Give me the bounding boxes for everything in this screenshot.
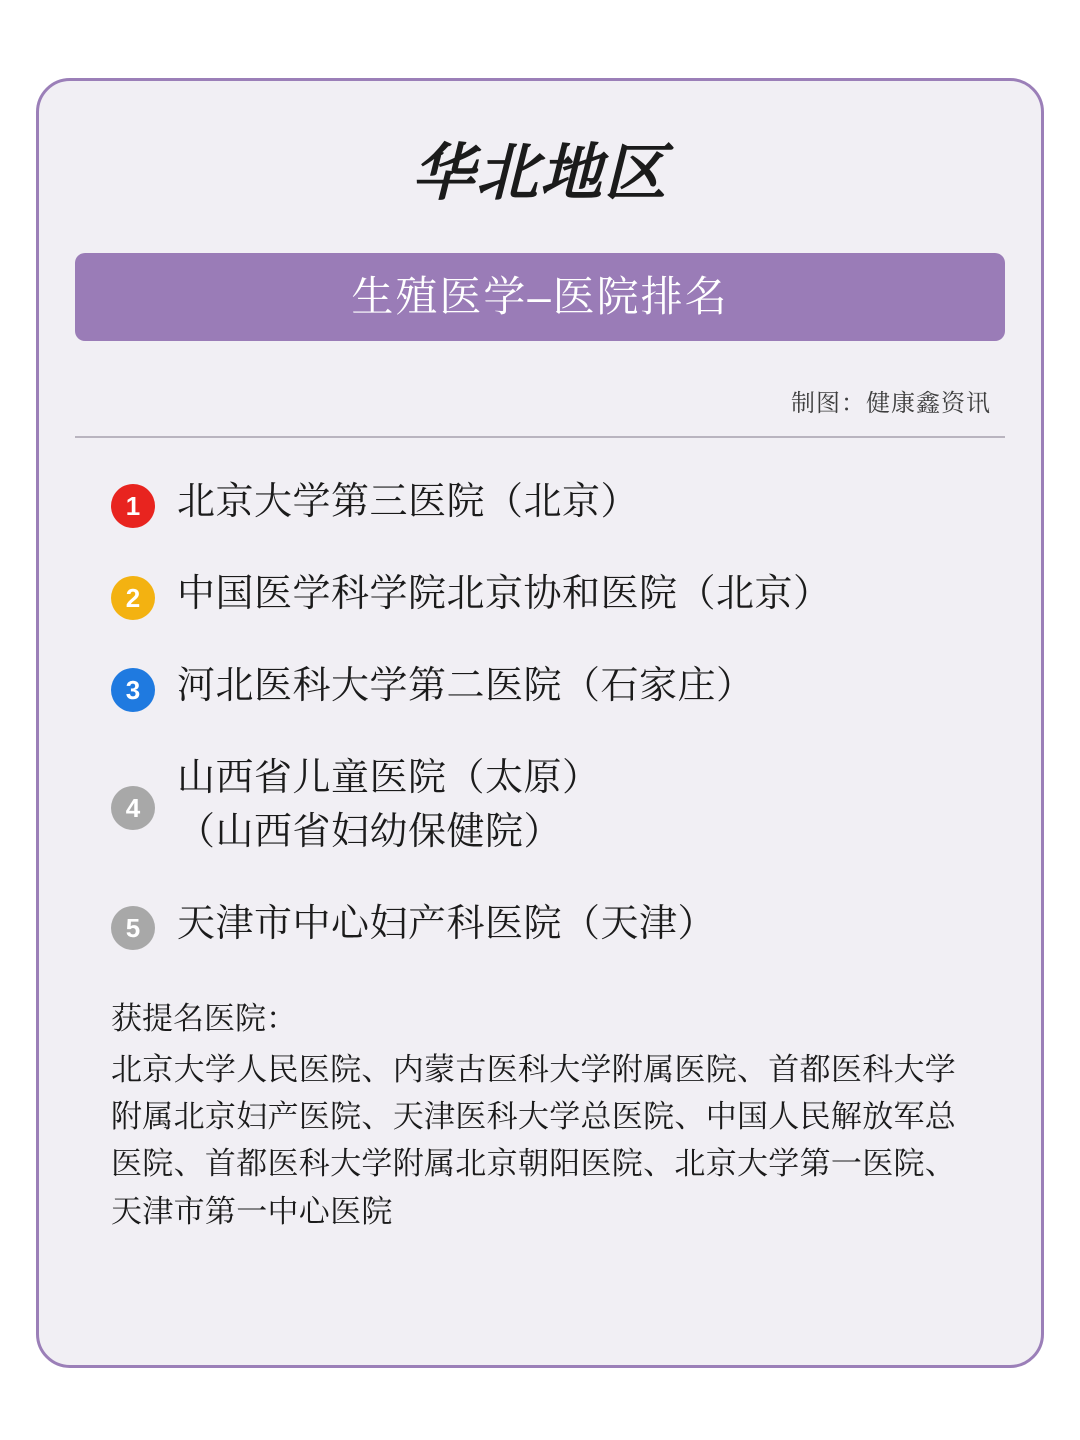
ranking-card: [36, 78, 1044, 1368]
rank-badge-1: 1: [111, 484, 155, 528]
rank-badge-4: 4: [111, 786, 155, 830]
list-item: [111, 568, 981, 622]
divider: [75, 436, 1005, 438]
list-item: [111, 898, 981, 952]
hospital-name: [177, 568, 832, 622]
hospital-name: [177, 898, 716, 952]
nominees-label: 获提名医院：: [111, 1000, 297, 1036]
nominees-section: [71, 996, 1009, 1235]
hospital-name-line1: 山西省儿童医院（太原）: [177, 756, 601, 799]
hospital-name-line1: 中国医学科学院北京协和医院（北京）: [177, 572, 832, 615]
list-item: [111, 752, 981, 860]
hospital-name: [177, 752, 601, 860]
card-inner: [39, 81, 1041, 1235]
rank-badge-2: 2: [111, 576, 155, 620]
rank-badge-3: 3: [111, 668, 155, 712]
hospital-name-line1: 天津市中心妇产科医院（天津）: [177, 902, 717, 945]
credit-text: 制图：健康鑫资讯: [791, 390, 991, 417]
rank-badge-5: 5: [111, 906, 155, 950]
page-title: 华北地区: [411, 139, 668, 208]
list-item: [111, 660, 981, 714]
nominees-text: 北京大学人民医院、内蒙古医科大学附属医院、首都医科大学附属北京妇产医院、天津医科大学总医院、中国人民解放军总医院、首都医科大学附属北京朝阳医院、北京大学第一医院、天津市第一中心医院: [111, 1052, 957, 1229]
hospital-name-line1: 河北医科大学第二医院（石家庄）: [177, 664, 755, 707]
hospital-name-line2: （山西省妇幼保健院）: [177, 810, 563, 853]
hospital-name-line1: 北京大学第三医院（北京）: [177, 481, 640, 523]
subtitle-text: 生殖医学–医院排名: [351, 273, 729, 320]
list-item: [111, 476, 981, 530]
hospital-name: [177, 660, 755, 714]
subtitle-banner: [75, 253, 1005, 341]
hospital-name: [177, 476, 639, 530]
ranking-list: [71, 476, 1009, 952]
